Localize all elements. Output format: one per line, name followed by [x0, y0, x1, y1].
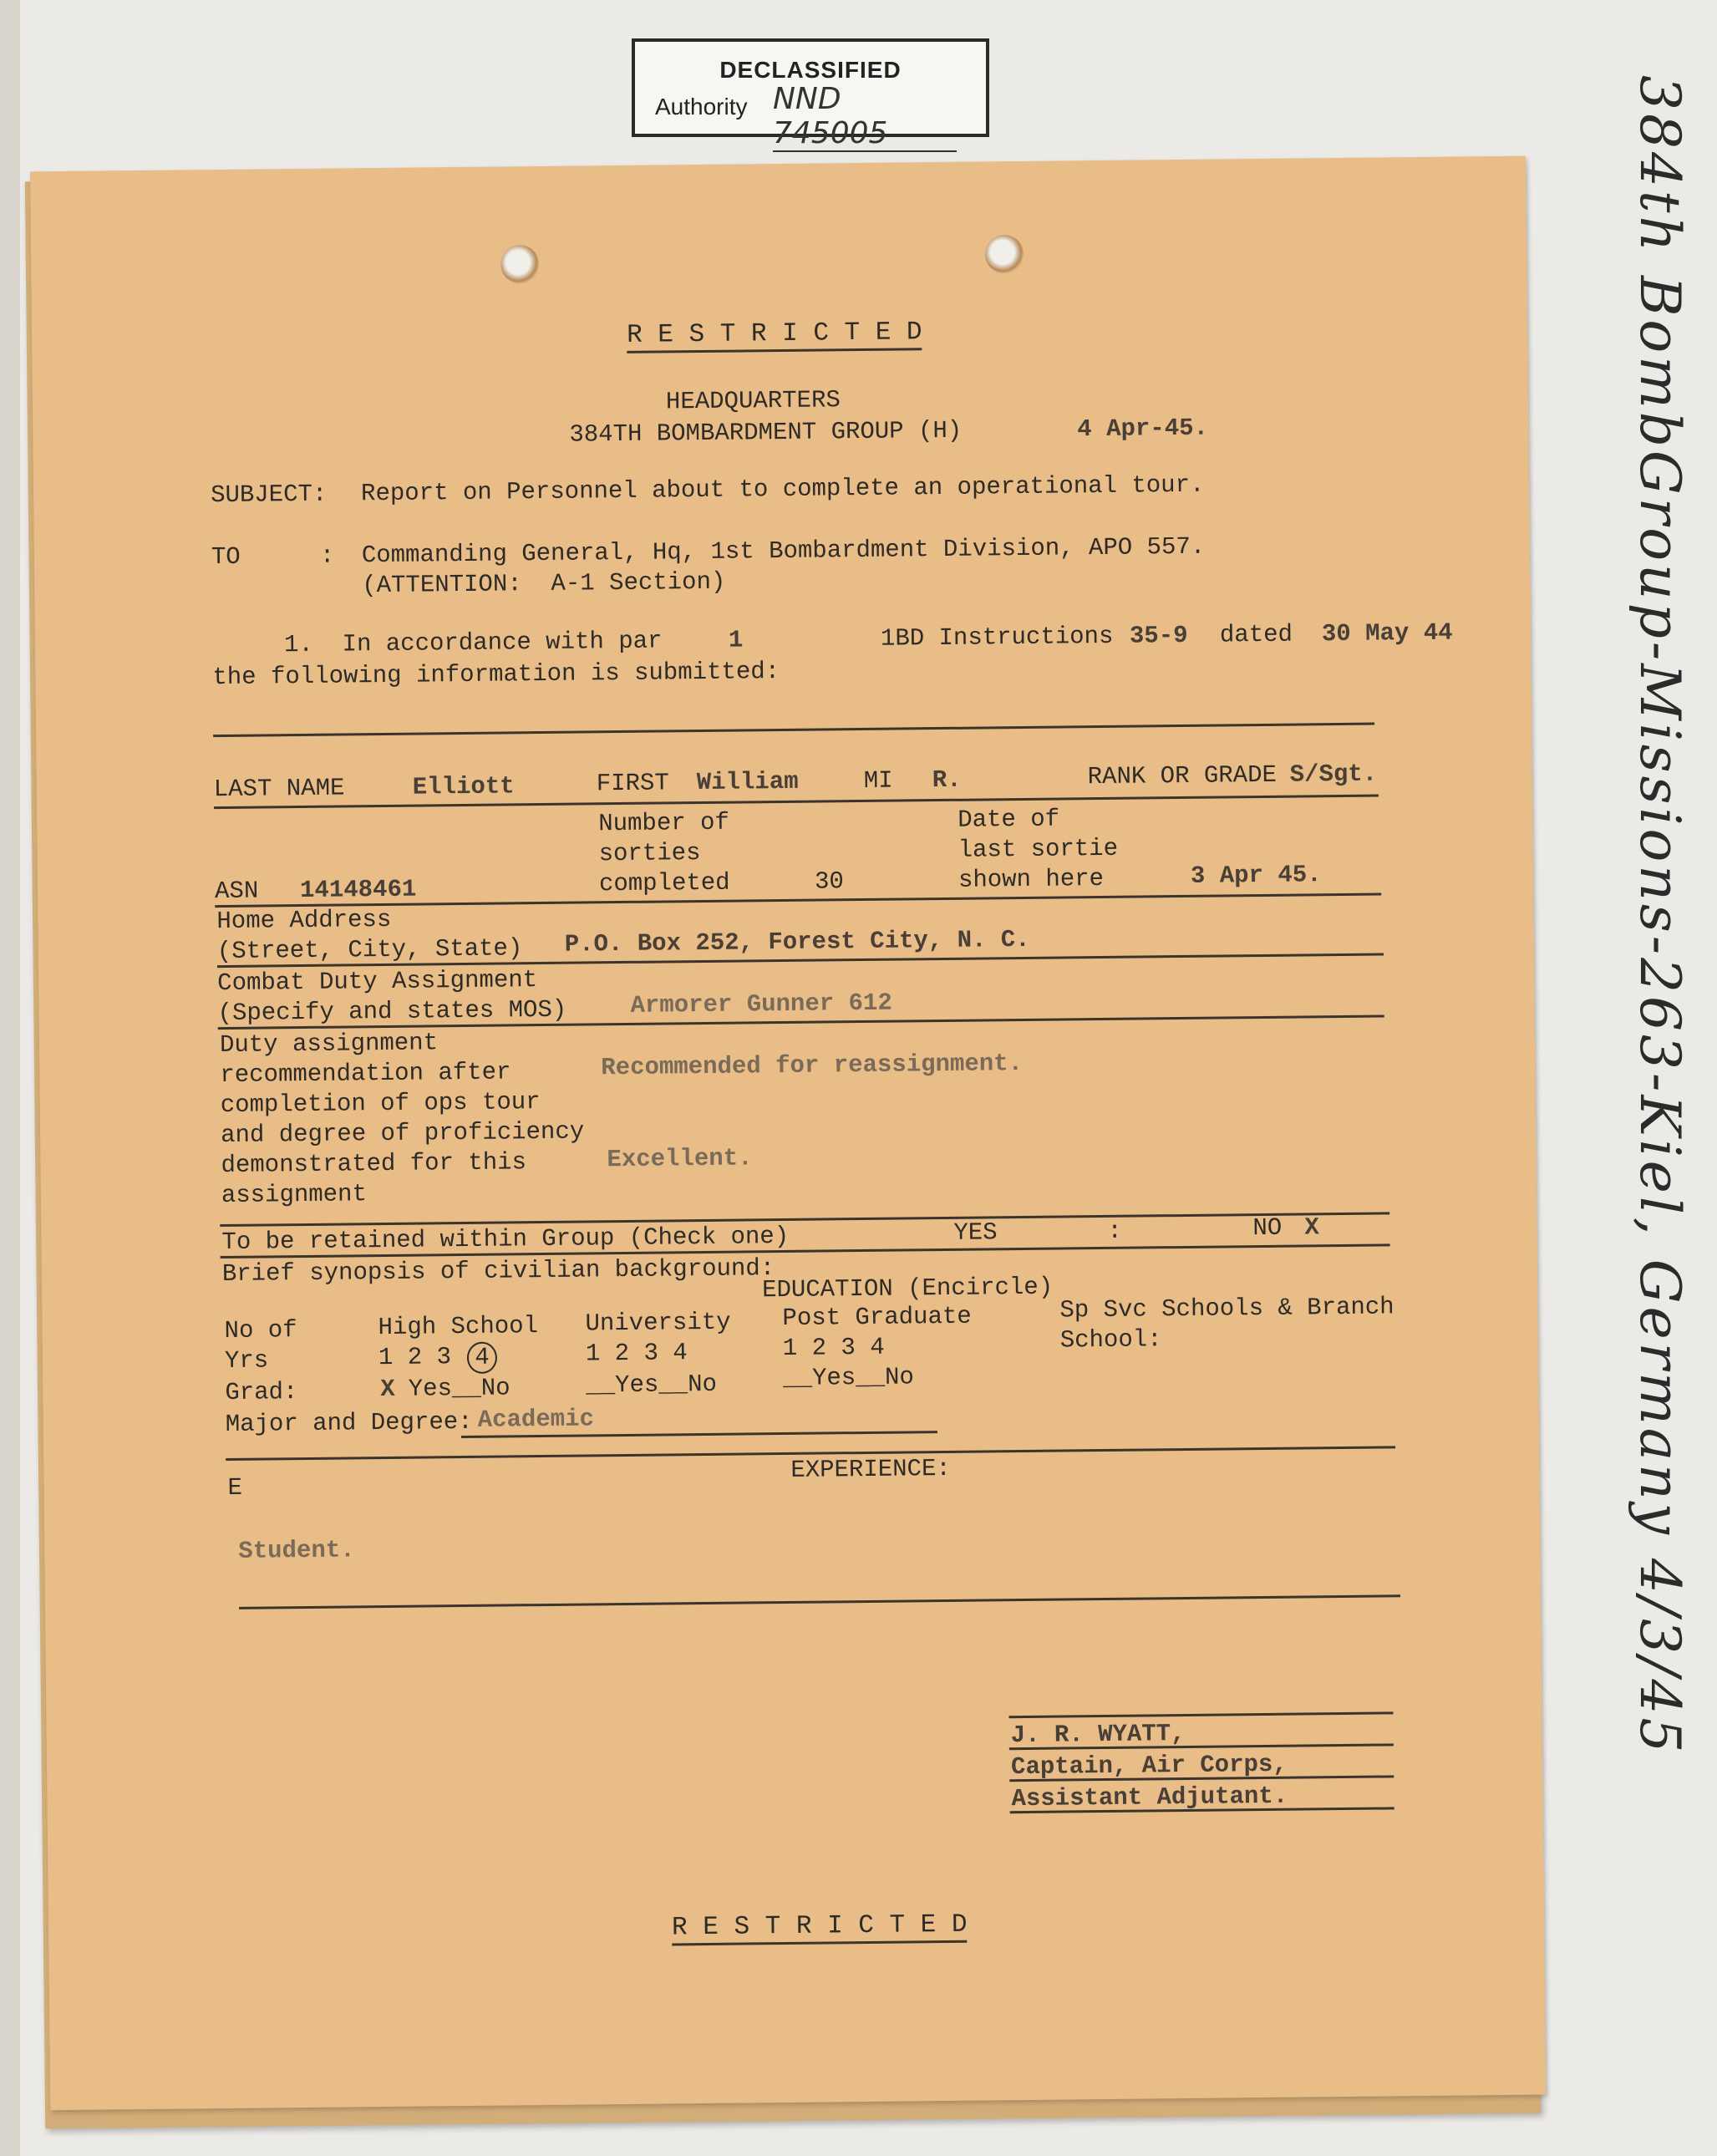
high-school-years: 1 2 3	[378, 1343, 452, 1372]
punch-hole-right	[985, 235, 1024, 273]
rule	[1008, 1711, 1393, 1718]
home-address-value: P.O. Box 252, Forest City, N. C.	[564, 925, 1030, 959]
last-name-value: Elliott	[412, 772, 515, 801]
yrs-label: Yrs	[224, 1346, 269, 1375]
signature-title-1: Captain, Air Corps,	[1010, 1750, 1288, 1782]
rule	[220, 1212, 1389, 1227]
university-years: 1 2 3 4	[585, 1339, 688, 1368]
document-date: 4 Apr-45.	[1077, 414, 1209, 444]
last-sortie-value: 3 Apr 45.	[1190, 861, 1322, 890]
duty-recommendation-value: Recommended for reassignment.	[601, 1049, 1024, 1082]
major-degree-label: Major and Degree:	[225, 1407, 473, 1439]
rank-label: RANK OR GRADE	[1087, 760, 1278, 791]
last-sortie-label-1: Date of	[958, 805, 1060, 834]
background-edge	[0, 0, 20, 2156]
para1-instruction-number: 35-9	[1129, 621, 1188, 650]
duty-label-3: completion of ops tour	[220, 1088, 541, 1120]
high-school-years-circled: 4	[467, 1342, 497, 1374]
post-graduate-grad: __Yes__No	[783, 1363, 915, 1393]
to-text: Commanding General, Hq, 1st Bombardment Division, APO 557.	[361, 532, 1206, 570]
signature-title-2: Assistant Adjutant.	[1011, 1782, 1288, 1813]
rank-value: S/Sgt.	[1289, 760, 1378, 789]
mi-label: MI	[863, 766, 893, 795]
rule	[239, 1594, 1400, 1609]
last-name-label: LAST NAME	[213, 774, 345, 804]
grad-label: Grad:	[225, 1378, 298, 1407]
to-colon: :	[319, 542, 335, 570]
university-label: University	[585, 1308, 731, 1338]
rule	[213, 723, 1374, 738]
no-of-label: No of	[224, 1316, 297, 1345]
duty-label-2: recommendation after	[220, 1058, 511, 1090]
duty-label-4: and degree of proficiency	[220, 1117, 585, 1150]
sorties-value: 30	[814, 867, 844, 896]
hq-heading: HEADQUARTERS	[665, 386, 841, 416]
duty-label-6: assignment	[221, 1180, 368, 1210]
education-header: EDUCATION (Encircle)	[761, 1273, 1054, 1304]
combat-duty-label-1: Combat Duty Assignment	[217, 966, 538, 998]
sp-svc-schools-label-2: School:	[1059, 1325, 1162, 1355]
document-page	[30, 156, 1546, 2111]
handwritten-margin-note: 384th BombGroup-Missions-263-Kiel, Germany 4/3/45	[1628, 75, 1692, 1757]
home-address-label-1: Home Address	[216, 905, 392, 936]
stamp-authority-label: Authority	[655, 94, 748, 119]
sp-svc-schools-label-1: Sp Svc Schools & Branch	[1059, 1293, 1394, 1325]
group-heading: 384TH BOMBARDMENT GROUP (H)	[569, 416, 963, 449]
stamp-authority-number: NND 745005	[773, 82, 957, 152]
sorties-label-1: Number of	[598, 808, 730, 838]
duty-label-1: Duty assignment	[219, 1029, 439, 1060]
para1-par-number: 1	[728, 626, 744, 654]
mi-value: R.	[932, 765, 962, 795]
to-label: TO	[211, 542, 241, 572]
subject-text: Report on Personnel about to complete an operational tour.	[360, 470, 1205, 508]
subject-label: SUBJECT:	[210, 480, 328, 510]
last-sortie-label-2: last sortie	[958, 834, 1119, 864]
asn-label: ASN	[214, 877, 259, 906]
signature-name: J. R. WYATT,	[1010, 1719, 1186, 1750]
combat-duty-value: Armorer Gunner 612	[630, 989, 892, 1020]
retain-no-label: NO	[1252, 1213, 1283, 1243]
home-address-label-2: (Street, City, State)	[216, 934, 523, 966]
declassified-stamp	[632, 38, 989, 150]
attention-line: (ATTENTION: A-1 Section)	[362, 567, 726, 600]
para1-dated-label: dated	[1219, 620, 1293, 649]
retain-colon: :	[1107, 1217, 1122, 1245]
retain-label: To be retained within Group (Check one)	[221, 1222, 790, 1257]
high-school-grad-mark: X	[380, 1375, 395, 1404]
para1-intro: 1. In accordance with par	[283, 627, 663, 659]
experience-label: EXPERIENCE:	[790, 1454, 951, 1484]
high-school-grad: Yes__No	[394, 1374, 511, 1403]
restricted-bottom: R E S T R I C T E D	[672, 1910, 968, 1946]
last-sortie-label-3: shown here	[958, 864, 1105, 894]
punch-hole-left	[500, 245, 539, 283]
para1-dated-value: 30 May 44	[1321, 618, 1453, 648]
retain-yes-label: YES	[953, 1218, 998, 1247]
high-school-label: High School	[378, 1312, 539, 1342]
proficiency-value: Excellent.	[607, 1144, 753, 1174]
combat-duty-label-2: (Specify and states MOS)	[217, 995, 567, 1028]
experience-value: Student.	[238, 1536, 355, 1565]
civilian-synopsis-label: Brief synopsis of civilian background:	[221, 1254, 775, 1289]
asn-value: 14148461	[299, 875, 417, 905]
university-grad: __Yes__No	[586, 1370, 718, 1400]
major-degree-value: Academic	[477, 1405, 595, 1434]
e-label: E	[227, 1473, 243, 1502]
restricted-top: R E S T R I C T E D	[627, 318, 922, 353]
post-graduate-years: 1 2 3 4	[782, 1333, 885, 1363]
stamp-title: DECLASSIFIED	[719, 57, 902, 83]
retain-no-mark: X	[1304, 1213, 1319, 1242]
duty-label-5: demonstrated for this	[221, 1148, 527, 1180]
sorties-label-3: completed	[598, 868, 730, 898]
post-graduate-label: Post Graduate	[782, 1302, 972, 1333]
para1-line2: the following information is submitted:	[212, 658, 780, 692]
first-name-value: William	[696, 767, 799, 797]
sorties-label-2: sorties	[598, 839, 701, 868]
first-name-label: FIRST	[596, 769, 669, 798]
para1-instructions: 1BD Instructions	[880, 622, 1114, 653]
